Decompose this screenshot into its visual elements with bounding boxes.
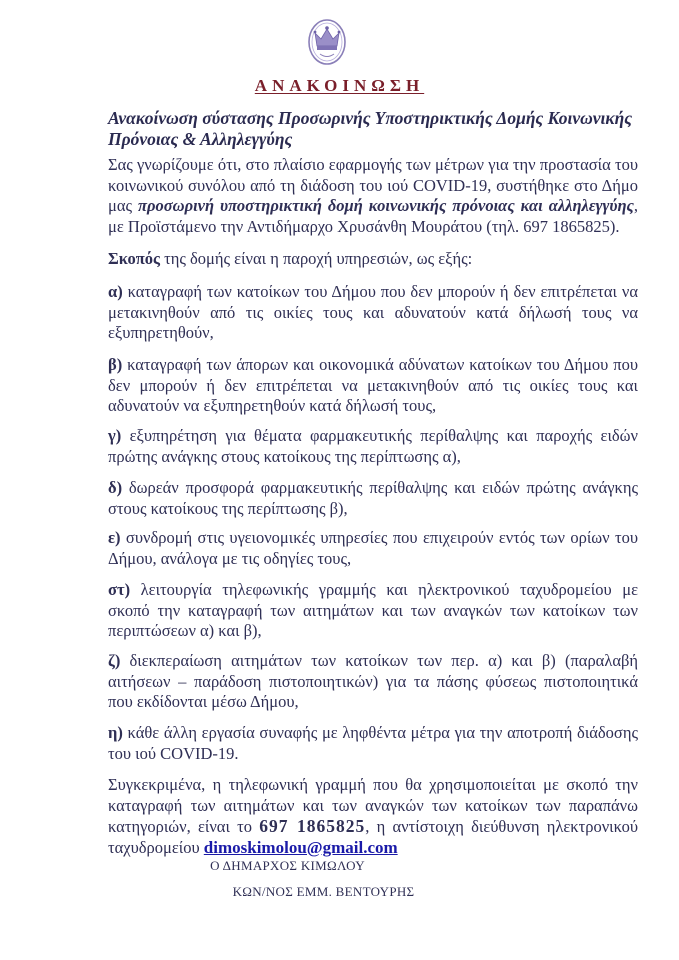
intro-paragraph: Σας γνωρίζουμε ότι, στο πλαίσιο εφαρμογής των μέτρων για την προστασία του κοινωνικού συνόλου από τη διάδοση του ιού COVID-19, συστήθηκε στο Δήμο μας προσωρινή υποστηρικτική δομή κοινωνικής πρόνοιας και αλληλεγγύης, με Προϊστάμενο την Αντιδήμαρχο Χρυσάνθη Μουράτου (τηλ. 697 1865825). [108, 155, 638, 236]
announcement-subject: Ανακοίνωση σύστασης Προσωρινής Υποστηρικτικής Δομής Κοινωνικής Πρόνοιας & Αλληλεγγύης [108, 108, 633, 149]
list-item-h: η) κάθε άλλη εργασία συναφής με ληφθέντα μέτρα για την αποτροπή διάδοσης του ιού COVID-19. [108, 723, 638, 763]
signature-role: Ο ΔΗΜΑΡΧΟΣ ΚΙΜΩΛΟΥ [210, 858, 365, 873]
email-link[interactable]: dimoskimolou@gmail.com [203, 837, 398, 857]
structure-name: προσωρινή υποστηρικτική δομή κοινωνικής πρόνοιας και αλληλεγγύης [137, 196, 634, 215]
list-item-b: β) καταγραφή των άπορων και οικονομικά αδύνατων κατοίκων του Δήμου που δεν μπορούν ή δεν επιτρέπεται να μετακινηθούν από τις οικίες τους και αδυνατούν να εξυπηρετηθούν κατά δήλωσή τους, [108, 355, 638, 415]
purpose-paragraph: Σκοπός της δομής είναι η παροχή υπηρεσιών, ως εξής: [108, 249, 473, 268]
list-item-d: δ) δωρεάν προσφορά φαρμακευτικής περίθαλψης και ειδών πρώτης ανάγκης στους κατοίκους της περίπτωσης β), [108, 478, 638, 518]
list-item-a: α) καταγραφή των κατοίκων του Δήμου που δεν μπορούν ή δεν επιτρέπεται να μετακινηθούν από τις οικίες τους και αδυνατούν κατά δήλωσή τους να εξυπηρετηθούν, [108, 282, 638, 342]
list-item-z: ζ) διεκπεραίωση αιτημάτων των κατοίκων των περ. α) και β) (παραλαβή αιτήσεων – παράδοση πιστοποιητικών) για τα πάσης φύσεως πιστοποιητικά που εκδίδονται μέσω Δήμου, [108, 651, 638, 711]
list-item-st: στ) λειτουργία τηλεφωνικής γραμμής και ηλεκτρονικού ταχυδρομείου με σκοπό την καταγραφή των αιτημάτων και των αναγκών των κατοίκων των περιπτώσεων α) και β), [108, 580, 638, 640]
list-item-e: ε) συνδρομή στις υγειονομικές υπηρεσίες που επιχειρούν εντός των ορίων του Δήμου, ανάλογα με τις οδηγίες τους, [108, 528, 638, 568]
municipal-crown-emblem-icon [306, 16, 348, 66]
phone-number: 697 1865825 [259, 816, 366, 836]
list-item-c: γ) εξυπηρέτηση για θέματα φαρμακευτικής περίθαλψης και παροχής ειδών πρώτης ανάγκης στους κατοίκους της περίπτωσης α), [108, 426, 638, 466]
announcement-title: ΑΝΑΚΟΙΝΩΣΗ [254, 76, 425, 95]
closing-paragraph: Συγκεκριμένα, η τηλεφωνική γραμμή που θα χρησιμοποιείται με σκοπό την καταγραφή των αιτημάτων και των αναγκών των κατοίκων των παραπάνω κατηγοριών, είναι το 697 1865825, η αντίστοιχη διεύθυνση ηλεκτρονικού ταχυδρομείου dimoskimolou@gmail.com [108, 775, 638, 857]
signature-name: ΚΩΝ/ΝΟΣ ΕΜΜ. ΒΕΝΤΟΥΡΗΣ [232, 884, 415, 899]
